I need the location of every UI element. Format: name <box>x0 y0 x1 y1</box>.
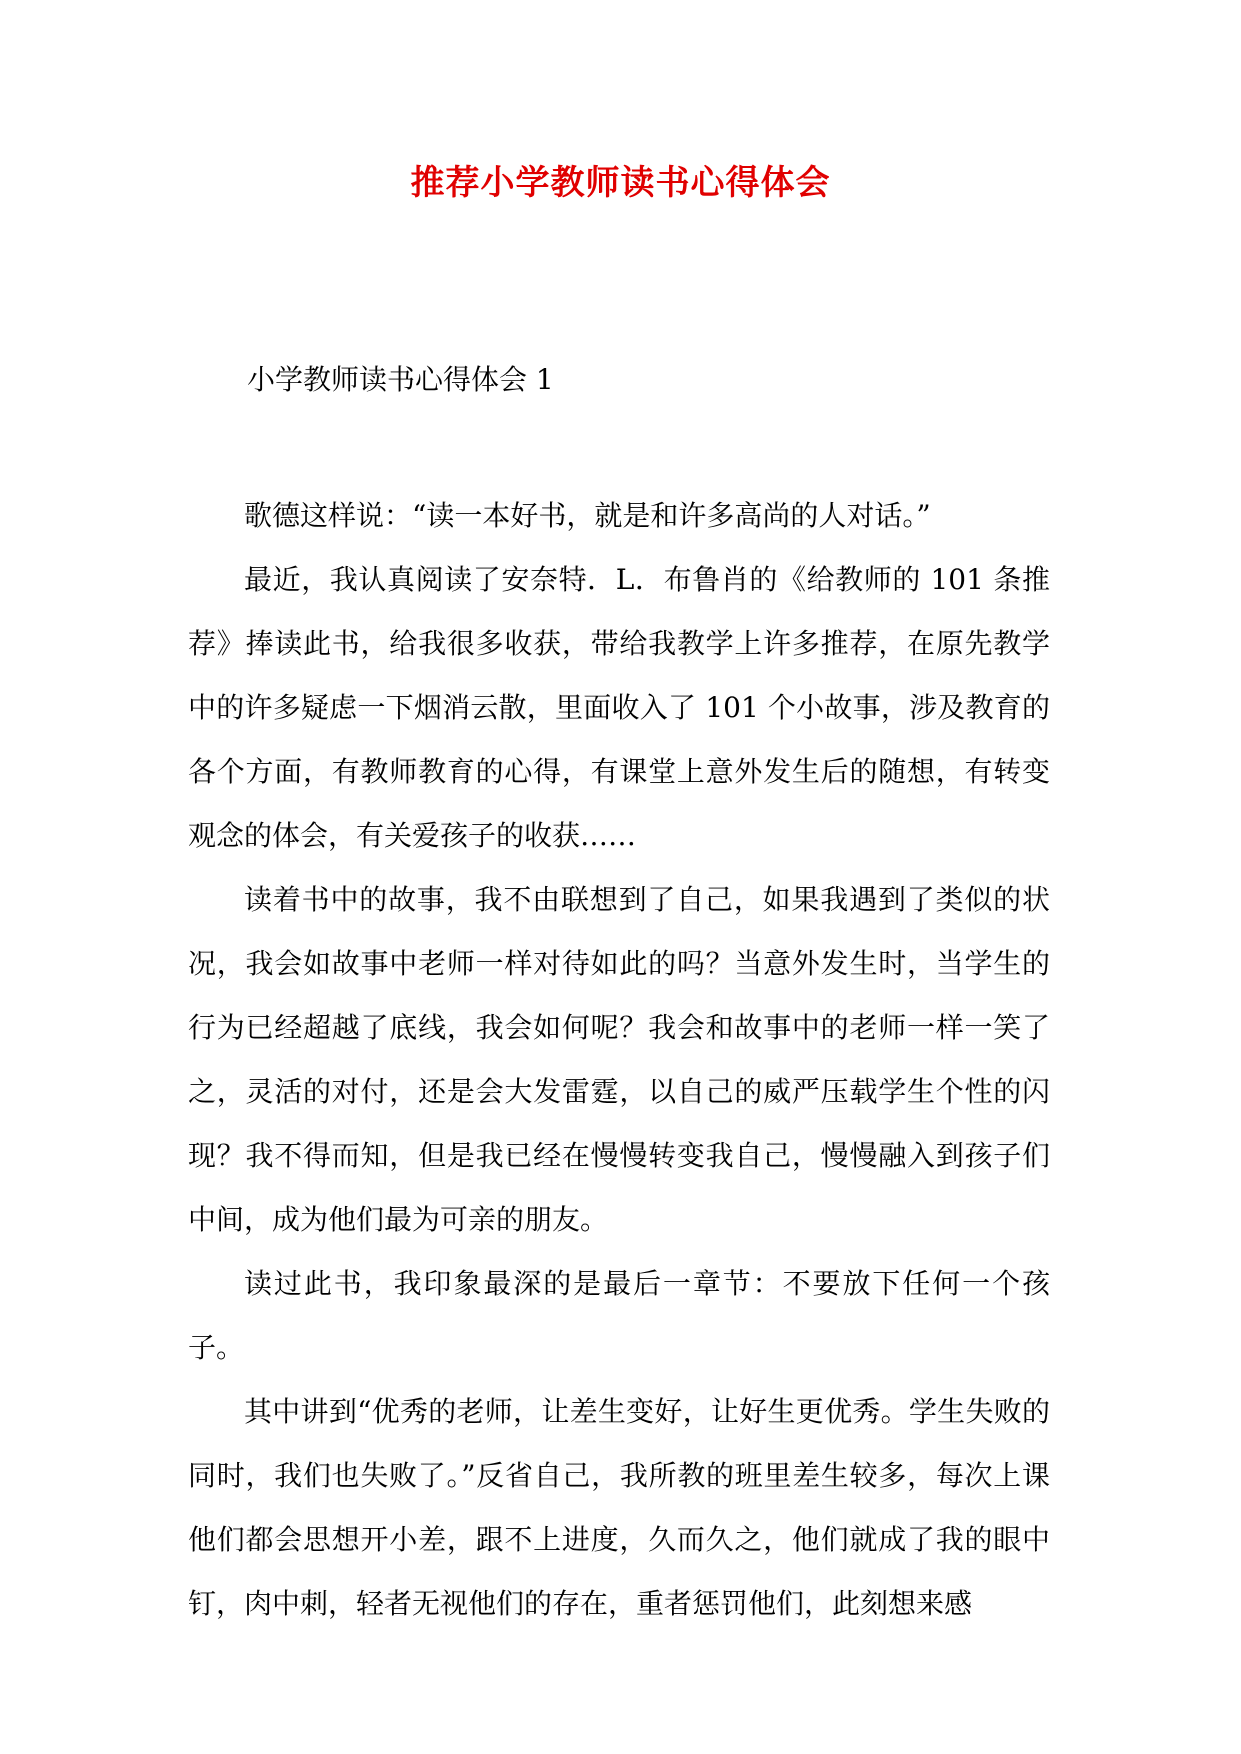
paragraph-5: 其中讲到“优秀的老师，让差生变好，让好生更优秀。学生失败的同时，我们也失败了。”反省自己，我所教的班里差生较多，每次上课他们都会思想开小差，跟不上进度，久而久之，他们就成了我的眼中钉，肉中刺，轻者无视他们的存在，重者惩罚他们，此刻想来感 <box>188 1395 1050 1620</box>
paragraph-3: 读着书中的故事，我不由联想到了自己，如果我遇到了类似的状况，我会如故事中老师一样对待如此的吗？当意外发生时，当学生的行为已经超越了底线，我会如何呢？我会和故事中的老师一样一笑了之，灵活的对付，还是会大发雷霆，以自己的威严压载学生个性的闪现？我不得而知，但是我已经在慢慢转变我自己，慢慢融入到孩子们中间，成为他们最为可亲的朋友。 <box>188 883 1050 1236</box>
paragraph-2: 最近，我认真阅读了安奈特．L．布鲁肖的《给教师的 101 条推荐》捧读此书，给我很多收获，带给我教学上许多推荐，在原先教学中的许多疑虑一下烟消云散，里面收入了 101 个小故事，涉及教育的各个方面，有教师教育的心得，有课堂上意外发生后的随想，有转变观念的体会，有关爱孩子的收获…… <box>188 563 1050 852</box>
paragraph-1: 歌德这样说：“读一本好书，就是和许多高尚的人对话。” <box>244 499 931 532</box>
body-text <box>188 484 1050 1636</box>
document-title: 推荐小学教师读书心得体会 <box>410 163 831 203</box>
paragraph-4: 读过此书，我印象最深的是最后一章节：不要放下任何一个孩子。 <box>188 1267 1050 1364</box>
section-heading: 小学教师读书心得体会 1 <box>247 363 554 396</box>
